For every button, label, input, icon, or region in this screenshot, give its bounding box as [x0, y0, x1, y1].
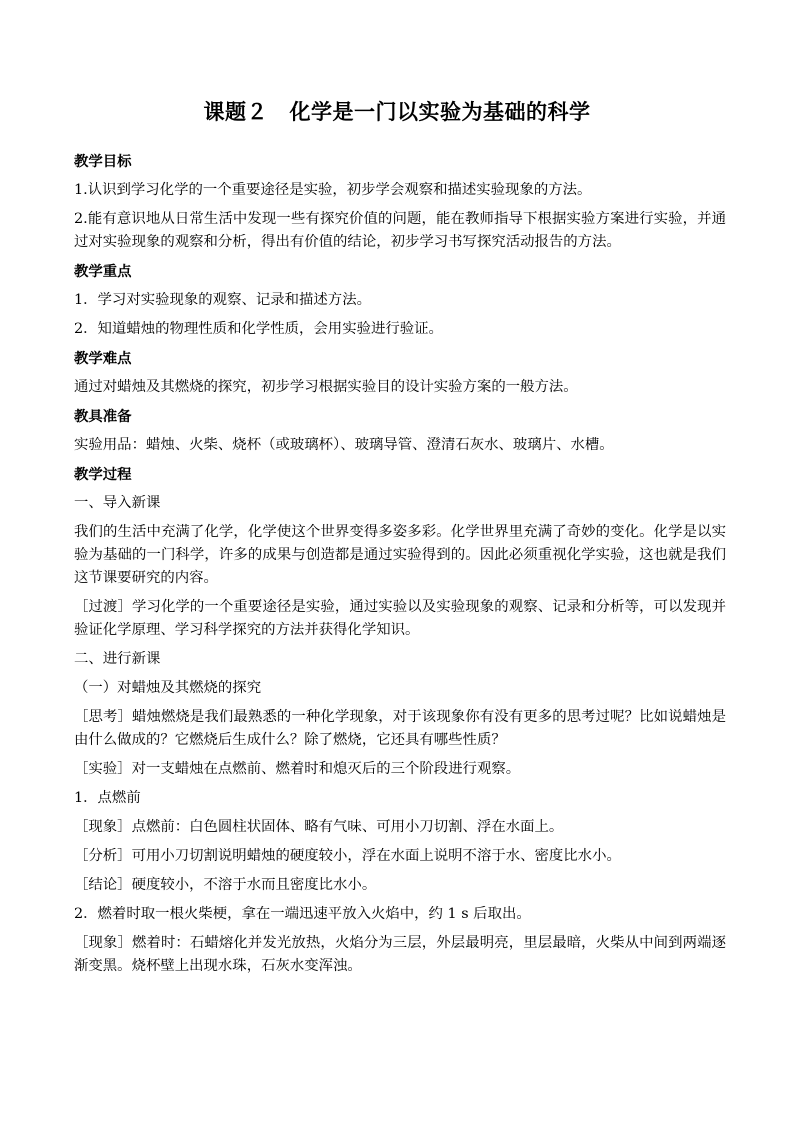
before-analysis: ［分析］可用小刀切割说明蜡烛的硬度较小，浮在水面上说明不溶于水、密度比水小。: [74, 848, 621, 864]
key-point-item: 1．学习对实验现象的观察、记录和描述方法。: [74, 292, 371, 308]
burning-title: 2．燃着时取一根火柴梗，拿在一端迅速平放入火焰中，约 1 s 后取出。: [74, 906, 531, 922]
objective-item: 2.能有意识地从日常生活中发现一些有探究价值的问题，能在教师指导下根据实验方案进行实验，并通过对实验现象的观察和分析，得出有价值的结论，初步学习书写探究活动报告的方法。: [74, 211, 726, 250]
new-lesson-title: 二、进行新课: [74, 651, 161, 667]
before-conclusion: ［结论］硬度较小，不溶于水而且密度比水小。: [74, 877, 377, 893]
difficulties-heading: 教学难点: [74, 350, 132, 367]
transition-text: ［过渡］学习化学的一个重要途径是实验，通过实验以及实验现象的观察、记录和分析等，可以发现并验证化学原理、学习科学探究的方法并获得化学知识。: [74, 599, 726, 638]
difficulties-text: 通过对蜡烛及其燃烧的探究，初步学习根据实验目的设计实验方案的一般方法。: [74, 379, 578, 395]
objectives-heading: 教学目标: [74, 153, 132, 170]
document-body: [74, 150, 726, 984]
process-heading: 教学过程: [74, 466, 132, 483]
key-point-item: 2．知道蜡烛的物理性质和化学性质，会用实验进行验证。: [74, 321, 443, 337]
key-points-heading: 教学重点: [74, 263, 132, 280]
materials-heading: 教具准备: [74, 408, 132, 425]
materials-text: 实验用品：蜡烛、火柴、烧杯（或玻璃杯）、玻璃导管、澄清石灰水、玻璃片、水槽。: [74, 437, 614, 453]
intro-title: 一、导入新课: [74, 495, 161, 511]
page-title: 课题２ 化学是一门以实验为基础的科学: [203, 99, 591, 124]
intro-text: 我们的生活中充满了化学，化学使这个世界变得多姿多彩。化学世界里充满了奇妙的变化。化学是以实验为基础的一门科学，许多的成果与创造都是通过实验得到的。因此必须重视化学实验，这也就是我们这节课要研究的内容。: [74, 524, 726, 586]
think-text: ［思考］蜡烛燃烧是我们最熟悉的一种化学现象，对于该现象你有没有更多的思考过呢？比如说蜡烛是由什么做成的？它燃烧后生成什么？除了燃烧，它还具有哪些性质？: [74, 709, 726, 748]
before-lighting-title: 1．点燃前: [74, 790, 141, 806]
before-phenomenon: ［现象］点燃前：白色圆柱状固体、略有气味、可用小刀切割、浮在水面上。: [74, 819, 564, 835]
objective-item: 1.认识到学习化学的一个重要途径是实验，初步学会观察和描述实验现象的方法。: [74, 182, 592, 198]
burning-phenomenon: ［现象］燃着时：石蜡熔化并发光放热，火焰分为三层，外层最明亮，里层最暗，火柴从中间到两端逐渐变黑。烧杯壁上出现水珠，石灰水变浑浊。: [74, 935, 726, 974]
sub-section-title: （一）对蜡烛及其燃烧的探究: [74, 680, 262, 696]
experiment-text: ［实验］对一支蜡烛在点燃前、燃着时和熄灭后的三个阶段进行观察。: [74, 761, 521, 777]
